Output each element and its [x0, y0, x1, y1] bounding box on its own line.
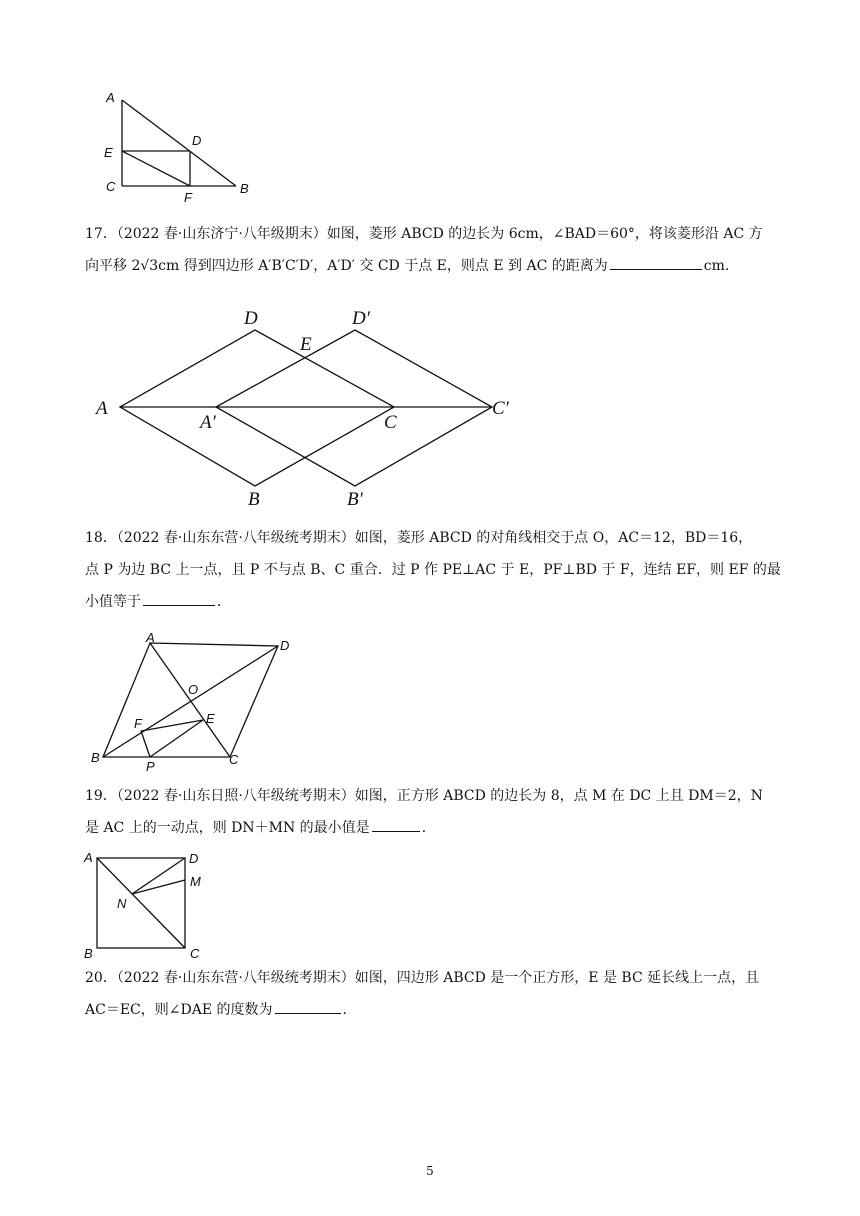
- label-b: B: [91, 750, 100, 765]
- label-f: F: [184, 190, 192, 205]
- label-b: B: [240, 181, 249, 196]
- q18-line3: [85, 586, 785, 618]
- label-f: F: [134, 716, 142, 731]
- question-20: [85, 962, 785, 1026]
- q19-end: ．: [421, 820, 436, 836]
- answer-blank-19[interactable]: [372, 815, 420, 832]
- question-18: [85, 522, 785, 618]
- q19-line1: 19．（2022 春·山东日照·八年级统考期末）如图，正方形 ABCD 的边长为 8，点 M 在 DC 上且 DM＝2，N: [85, 788, 763, 804]
- label-c: C: [384, 412, 397, 433]
- label-c-prime: C′: [492, 398, 509, 419]
- figure-q19: [82, 848, 222, 964]
- label-d: D: [280, 638, 290, 653]
- label-o: O: [188, 682, 199, 697]
- figure-q18: [88, 628, 308, 778]
- answer-blank-18[interactable]: [143, 589, 215, 606]
- label-a: A: [84, 850, 93, 865]
- label-b: B: [84, 946, 93, 961]
- page-number: 5: [426, 1164, 434, 1178]
- q18-line2: 点 P 为边 BC 上一点，且 P 不与点 B、C 重合．过 P 作 PE⊥AC 于 E，PF⊥BD 于 F，连结 EF，则 EF 的最: [85, 562, 781, 578]
- segment-pf: [141, 731, 150, 757]
- label-b: B: [248, 489, 260, 510]
- figure-q17: [90, 300, 530, 515]
- diagonal-ac: [97, 858, 185, 948]
- label-e: E: [300, 334, 312, 355]
- q18-end: ．: [217, 594, 231, 610]
- label-a-prime: A′: [200, 412, 216, 433]
- segment-nm: [132, 880, 185, 894]
- q17-line2: [85, 250, 785, 282]
- label-e: E: [104, 145, 113, 160]
- answer-blank-20[interactable]: [275, 997, 341, 1014]
- label-m: M: [190, 874, 201, 889]
- q17-line1: 17．（2022 春·山东济宁·八年级期末）如图，菱形 ABCD 的边长为 6cm，∠BAD＝60°，将该菱形沿 AC 方: [85, 226, 763, 242]
- q20-line1: 20．（2022 春·山东东营·八年级统考期末）如图，四边形 ABCD 是一个正方形，E 是 BC 延长线上一点，且: [85, 970, 760, 986]
- diagonal-bd: [103, 646, 278, 757]
- label-c: C: [190, 946, 200, 961]
- segment-fe: [141, 720, 203, 731]
- question-19: [85, 780, 785, 844]
- rhombus-apbpcpdp: [216, 330, 492, 486]
- label-p: P: [146, 759, 155, 774]
- label-a: A: [146, 630, 155, 645]
- q19-line2: [85, 812, 785, 844]
- question-17: [85, 218, 785, 282]
- segment-ef: [122, 151, 190, 186]
- label-a: A: [106, 90, 115, 105]
- q18-line1: 18．（2022 春·山东东营·八年级统考期末）如图，菱形 ABCD 的对角线相交于点 O，AC＝12，BD＝16，: [85, 530, 753, 546]
- label-c: C: [229, 752, 239, 767]
- q17-unit: cm．: [703, 258, 739, 274]
- q18-line3-text: 小值等于: [85, 594, 141, 610]
- label-a: A: [96, 398, 108, 419]
- label-d: D: [244, 308, 258, 329]
- label-d: D: [189, 851, 199, 866]
- q20-line2-text: AC＝EC，则∠DAE 的度数为: [85, 1002, 273, 1018]
- diagonal-ac: [150, 643, 230, 757]
- q20-end: ．: [342, 1002, 357, 1018]
- segment-ab: [122, 100, 236, 186]
- segment-nd: [132, 858, 185, 894]
- figure-q16: [100, 85, 260, 205]
- label-c: C: [106, 179, 116, 194]
- label-d: D: [192, 133, 202, 148]
- label-b-prime: B′: [347, 489, 363, 510]
- q19-line2-text: 是 AC 上的一动点，则 DN＋MN 的最小值是: [85, 820, 370, 836]
- rhombus-abcd: [120, 330, 394, 486]
- label-n: N: [117, 896, 127, 911]
- label-d-prime: D′: [352, 308, 370, 329]
- segment-pe: [150, 720, 203, 757]
- label-e: E: [206, 711, 215, 726]
- answer-blank-17[interactable]: [610, 253, 702, 270]
- q20-line2: [85, 994, 785, 1026]
- q17-line2-text: 向平移 2√3cm 得到四边形 A′B′C′D′，A′D′ 交 CD 于点 E，则点 E 到 AC 的距离为: [85, 258, 608, 274]
